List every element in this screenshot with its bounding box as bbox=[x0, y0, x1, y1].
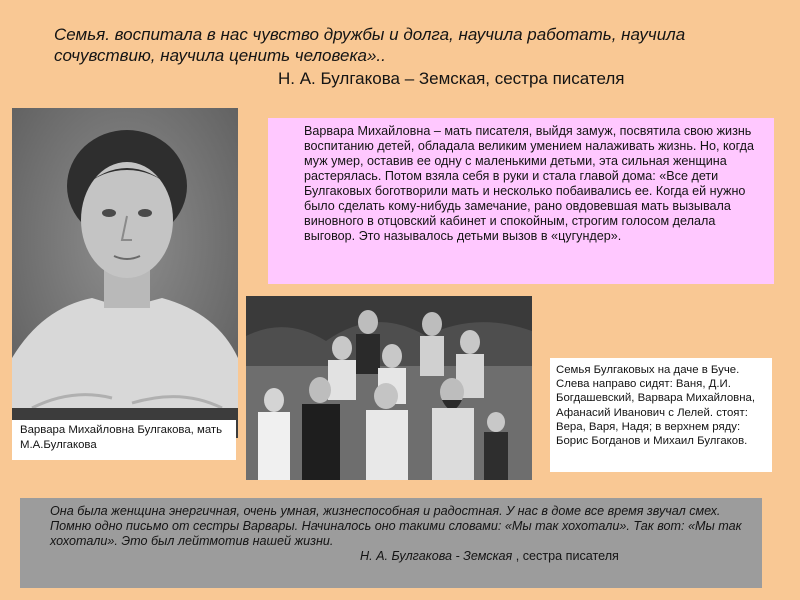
bottom-quote-text: Она была женщина энергичная, очень умная, жизнеспособная и радостная. У нас в доме все время звучал смех. Помню одно письмо от сестры Варвары. Начиналось оно такими словами: «Мы так хохотали». Так вот: «Мы так хохотали». Это был лейтмотив нашей жизни. bbox=[50, 504, 742, 548]
bottom-quote-author-name: Н. А. Булгакова - Земская bbox=[360, 549, 513, 563]
mother-photo-caption-text: Варвара Михайловна Булгакова, мать М.А.Булгакова bbox=[20, 424, 223, 451]
bottom-quote-author-role: , сестра писателя bbox=[512, 549, 619, 563]
mother-portrait-photo bbox=[12, 108, 238, 438]
top-quote bbox=[54, 24, 774, 89]
family-photo-caption-text: Семья Булгаковых на даче в Буче. Слева направо сидят: Ваня, Д.И. Богдашевский, Варвара Михайловна, Афанасий Иванович с Лелей. стоят: Вера, Варя, Надя; в верхнем ряду: Борис Богданов и Михаил Булгаков. bbox=[556, 364, 755, 448]
mother-description-box bbox=[268, 118, 774, 284]
family-group-photo bbox=[246, 296, 532, 480]
mother-description-text: Варвара Михайловна – мать писателя, выйдя замуж, посвятила свою жизнь воспитанию детей, обладала великим умением налаживать жизнь. Но, когда муж умер, оставив ее одну с маленькими детьми, эта сильная женщина растерялась. Потом взяла себя в руки и стала главой дома: «Все дети Булгаковых боготворили мать и несколько побаивались ее. Когда ей нужно было сделать кому-нибудь замечание, рано овдовевшая мать вызывала виновного в отцовский кабинет и спокойным, строгим голосом делала выговор. Это называлось детьми вызов в «цугундер». bbox=[304, 124, 755, 243]
top-quote-author: Н. А. Булгакова – Земская, сестра писателя bbox=[278, 69, 625, 88]
bottom-quote-box bbox=[20, 498, 762, 588]
family-photo-caption bbox=[550, 358, 772, 472]
top-quote-text: Семья. воспитала в нас чувство дружбы и долга, научила работать, научила сочувствию, научила ценить человека».. bbox=[54, 25, 686, 65]
bottom-quote-signature bbox=[360, 549, 752, 564]
mother-photo-caption bbox=[12, 420, 236, 460]
